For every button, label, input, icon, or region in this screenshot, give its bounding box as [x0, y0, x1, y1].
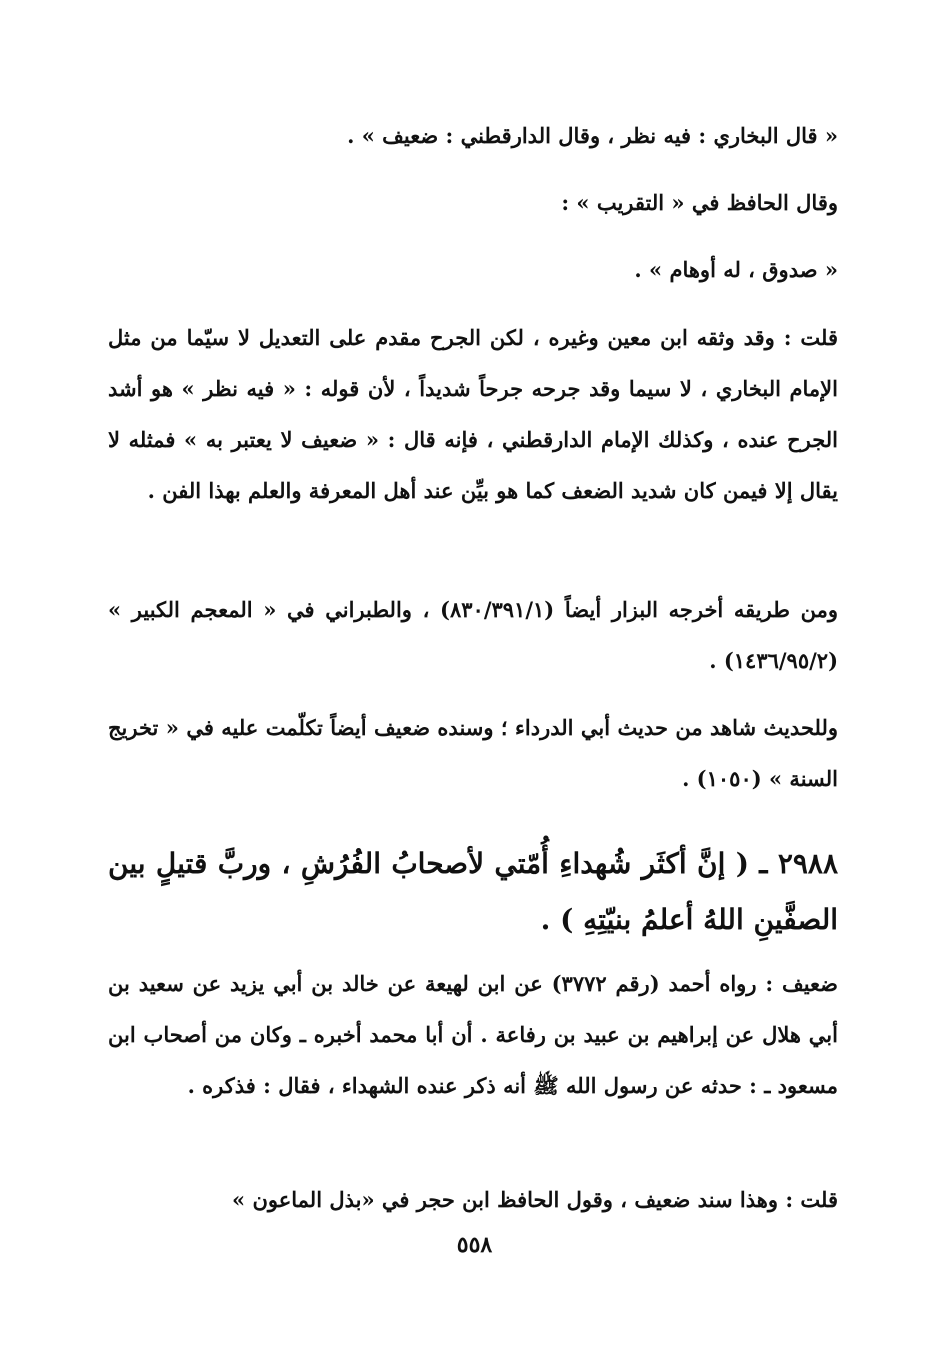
- hadith-2988-text: ٢٩٨٨ ـ ( إنَّ أكثَر شُهداءِ أُمّتي لأصحابُ الفُرُشِ ، وربَّ قتيلٍ بين الصفَّينِ اللهُ أعلمُ بنيّتِهِ ) .: [108, 847, 838, 936]
- paragraph-daif-ahmad: ضعيف : رواه أحمد (رقم ٣٧٧٢) عن ابن لهيعة عن خالد بن أبي يزيد عن سعيد بن أبي هلال عن إبراهيم بن عبيد بن رفاعة . أن أبا محمد أخبره ـ وكان من أصحاب ابن مسعود ـ : حدثه عن رسول الله ﷺ أنه ذكر عنده الشهداء ، فقال : فذكره .: [108, 971, 838, 1098]
- page-number: ٥٥٨: [456, 1232, 493, 1258]
- paragraph-shahid: وللحديث شاهد من حديث أبي الدرداء ؛ وسنده ضعيف أيضاً تكلّمت عليه في « تخريج السنة » (١٠٥٠) .: [108, 715, 838, 791]
- paragraph-qultu-2: قلت : وهذا سند ضعيف ، وقول الحافظ ابن حجر في «بذل الماعون »: [232, 1187, 838, 1212]
- paragraph-bazzar: ومن طريقه أخرجه البزار أيضاً (٨٣٠/٣٩١/١) ، والطبراني في « المعجم الكبير » (١٤٣٦/٩٥/٢) .: [108, 597, 838, 673]
- paragraph-quote-bukhari: « قال البخاري : فيه نظر ، وقال الدارقطني : ضعيف » .: [347, 123, 838, 148]
- paragraph-qultu-1: قلت : وقد وثقه ابن معين وغيره ، لكن الجرح مقدم على التعديل لا سيّما من مثل الإمام البخاري ، لا سيما وقد جرحه جرحاً شديداً ، لأن قوله : « فيه نظر » هو أشد الجرح عنده ، وكذلك الإمام الدارقطني ، فإنه قال : « ضعيف لا يعتبر به » فمثله لا يقال إلا فيمن كان شديد الضعف كما هو بيِّن عند أهل المعرفة والعلم بهذا الفن .: [108, 325, 838, 503]
- paragraph-saduq: « صدوق ، له أوهام » .: [634, 257, 838, 282]
- paragraph-hafiz-taqrib: وقال الحافظ في « التقريب » :: [561, 190, 838, 215]
